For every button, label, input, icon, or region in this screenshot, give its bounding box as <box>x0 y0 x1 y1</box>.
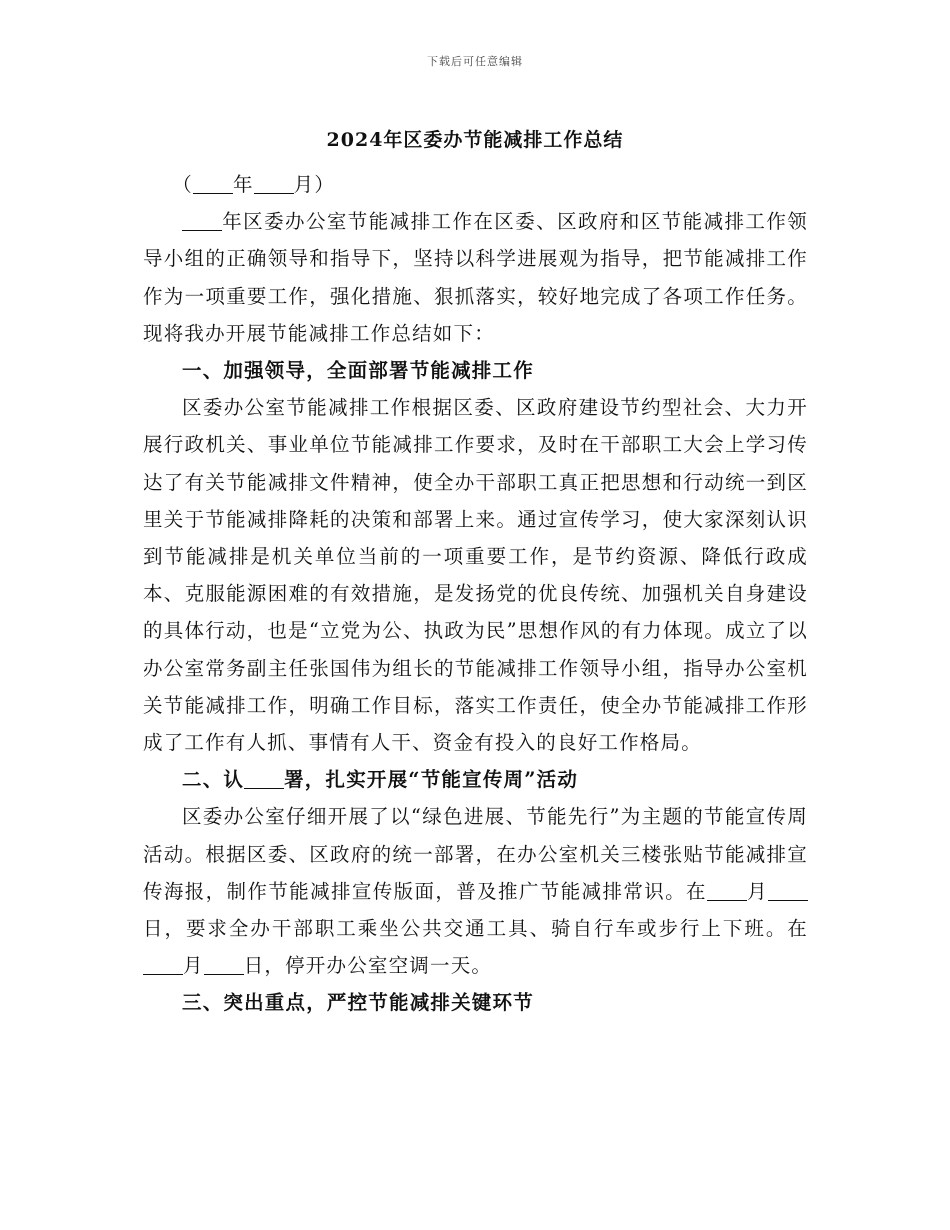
blank-section-2-heading <box>244 769 284 790</box>
section-2-heading <box>143 761 808 798</box>
blank-year <box>193 174 233 195</box>
section-1-paragraph: 区委办公室节能减排工作根据区委、区政府建设节约型社会、大力开展行政机关、事业单位节能减排工作要求，及时在干部职工大会上学习传达了有关节能减排文件精神，使全办干部职工真正把思想和行动统一到区里关于节能减排降耗的决策和部署上来。通过宣传学习，使大家深刻认识到节能减排是机关单位当前的一项重要工作，是节约资源、降低行政成本、克服能源困难的有效措施，是发扬党的优良传统、加强机关自身建设的具体行动，也是“立党为公、执政为民”思想作风的有力体现。成立了以办公室常务副主任张国伟为组长的节能减排工作领导小组，指导办公室机关节能减排工作，明确工作目标，落实工作责任，使全办节能减排工作形成了工作有人抓、事情有人干、资金有投入的良好工作格局。 <box>143 396 808 755</box>
blank-month <box>254 174 294 195</box>
section-2-text-part1: 区委办公室仔细开展了以“绿色进展、节能先行”为主题的节能宣传周活动。根据区委、区政府的统一部署，在办公室机关三楼张贴节能减排宣传海报，制作节能减排宣传版面，普及推广节能减排常识。在 <box>143 805 808 903</box>
section-2-day-2: 日，停开办公室空调一天。 <box>243 954 493 978</box>
document-body <box>143 166 808 1022</box>
section-2-month-1: 月 <box>746 879 768 903</box>
date-line <box>143 166 808 203</box>
section-2-heading-part1: 二、认 <box>182 768 245 792</box>
date-open: （ <box>172 173 193 196</box>
section-2-paragraph <box>143 798 808 984</box>
blank-day-2 <box>204 955 244 976</box>
section-3-heading: 三、突出重点，严控节能减排关键环节 <box>182 991 534 1015</box>
header-note: 下载后可任意编辑 <box>427 55 523 68</box>
date-year-label: 年 <box>232 173 254 196</box>
intro-paragraph <box>143 203 808 352</box>
blank-intro-year <box>182 211 222 232</box>
section-2-day-1: 日，要求全办干部职工乘坐公共交通工具、骑自行车或步行上下班。在 <box>143 917 808 941</box>
intro-text: 年区委办公室节能减排工作在区委、区政府和区节能减排工作领导小组的正确领导和指导下，坚持以科学进展观为指导，把节能减排工作作为一项重要工作，强化措施、狠抓落实，较好地完成了各项工作任务。现将我办开展节能减排工作总结如下： <box>143 210 808 345</box>
section-2-heading-part2: 署，扎实开展“节能宣传周”活动 <box>284 768 579 792</box>
blank-month-1 <box>707 880 747 901</box>
section-2-month-2: 月 <box>183 954 204 978</box>
blank-month-2 <box>143 955 183 976</box>
document-title: 2024年区委办节能减排工作总结 <box>326 129 624 151</box>
date-month-label: 月） <box>293 173 336 196</box>
blank-day-1 <box>768 880 808 901</box>
section-1-heading: 一、加强领导，全面部署节能减排工作 <box>182 359 534 383</box>
